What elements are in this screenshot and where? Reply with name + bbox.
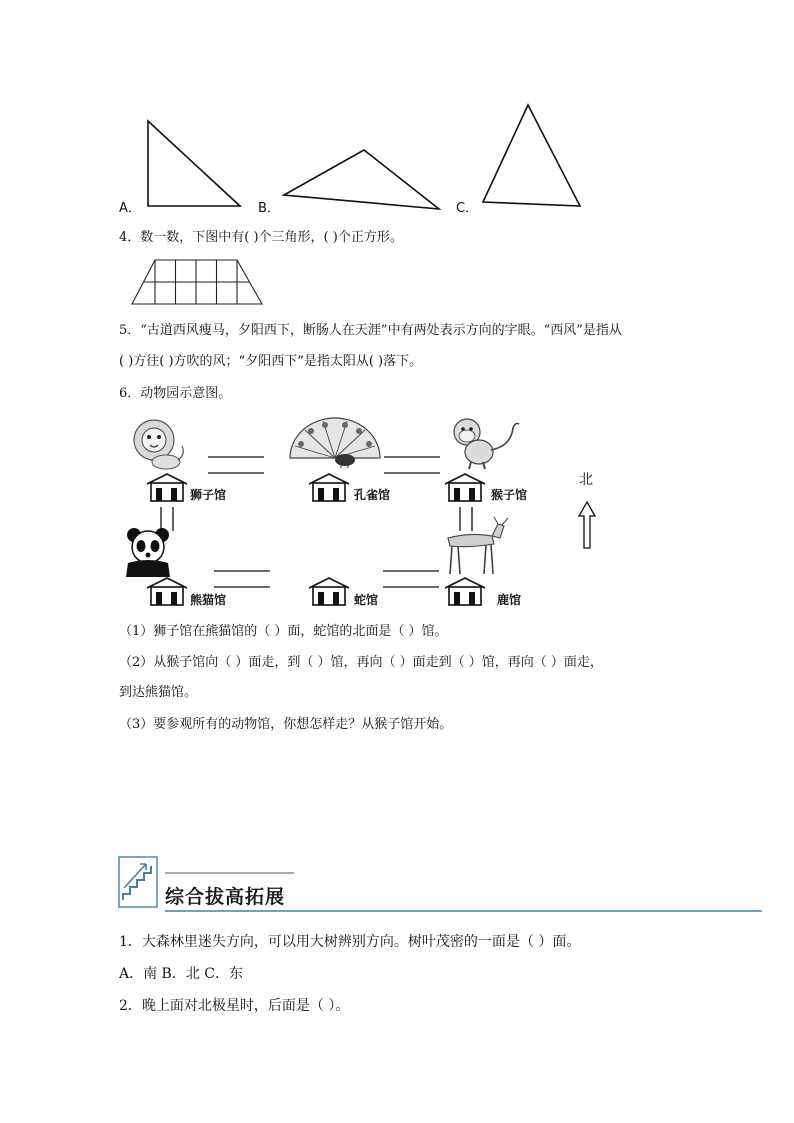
venue-peacock-label: 孔雀馆 <box>354 488 391 502</box>
question-6-sub-2-line-1: （2）从猴子馆向（ ）面走，到（ ）馆，再向（ ）面走到（ ）馆，再向（ ）面走， <box>119 655 603 670</box>
venue-deer-label: 鹿馆 <box>497 593 522 607</box>
question-5-line-2: ( )方往( )方吹的风；“夕阳西下”是指太阳从( )落下。 <box>119 354 423 369</box>
triangle-a-label: A． <box>119 201 141 216</box>
triangle-c-label: C． <box>456 201 479 216</box>
question-6-title: 6．动物园示意图。 <box>119 386 232 401</box>
venue-snake-label: 蛇馆 <box>354 593 379 607</box>
section-title: 综合拔高拓展 <box>165 886 286 908</box>
question-4: 4．数一数，下图中有( )个三角形，( )个正方形。 <box>119 230 403 245</box>
question-6-sub-1: （1）狮子馆在熊猫馆的（ ）面，蛇馆的北面是（ ）馆。 <box>119 624 448 639</box>
question-6-sub-2-line-2: 到达熊猫馆。 <box>119 685 198 700</box>
extension-question-1: 1．大森林里迷失方向，可以用大树辨别方向。树叶茂密的一面是（ ）面。 <box>119 934 581 950</box>
venue-monkey-label: 猴子馆 <box>491 488 528 502</box>
north-label: 北 <box>579 472 593 488</box>
question-5-line-1: 5．“古道西风瘦马，夕阳西下，断肠人在天涯”中有两处表示方向的字眼。“西风”是指从 <box>119 323 622 338</box>
triangle-b-label: B． <box>258 201 280 216</box>
question-6-sub-3: （3）要参观所有的动物馆，你想怎样走？从猴子馆开始。 <box>119 717 453 732</box>
venue-panda-label: 熊猫馆 <box>190 593 227 607</box>
venue-lion-label: 狮子馆 <box>190 488 227 502</box>
extension-question-1-options: A．南 B．北 C．东 <box>119 966 244 982</box>
extension-question-2: 2．晚上面对北极星时，后面是（ ）。 <box>119 998 350 1014</box>
